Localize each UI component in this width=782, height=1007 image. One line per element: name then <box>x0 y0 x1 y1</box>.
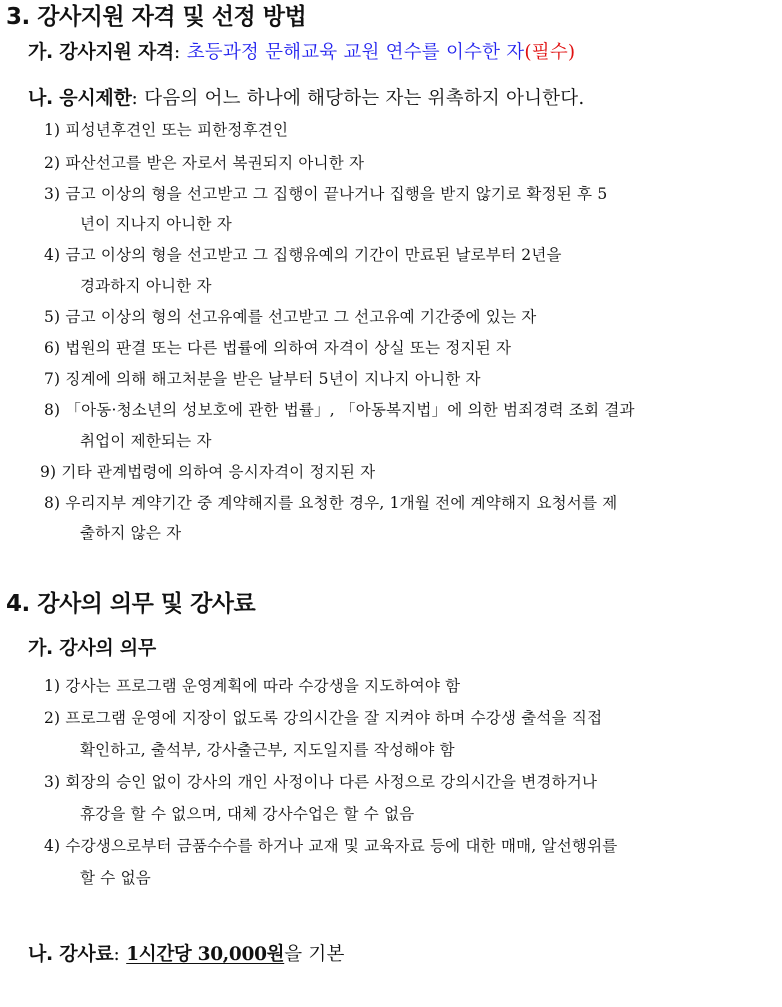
restriction-item-10-cont: 출하지 않은 자 <box>80 524 182 542</box>
restriction-item-3-cont: 년이 지나지 아니한 자 <box>80 215 232 233</box>
duty-item-2-cont: 확인하고, 출석부, 강사출근부, 지도일지를 작성해야 함 <box>80 741 455 759</box>
fee-rest: 을 기본 <box>284 944 345 965</box>
restriction-item-4: 4) 금고 이상의 형을 선고받고 그 집행유예의 기간이 만료된 날로부터 2년을 <box>44 246 562 264</box>
duty-item-2: 2) 프로그램 운영에 지장이 없도록 강의시간을 잘 지켜야 하며 수강생 출석을 직접 <box>44 709 603 727</box>
restriction-item-8-cont: 취업이 제한되는 자 <box>80 432 212 450</box>
fee-row <box>28 939 345 966</box>
duty-item-3: 3) 회장의 승인 없이 강사의 개인 사정이나 다른 사정으로 강의시간을 변경하거나 <box>44 773 598 791</box>
restriction-item-3: 3) 금고 이상의 형을 선고받고 그 집행이 끝나거나 집행을 받지 않기로 확정된 후 5 <box>44 185 608 203</box>
restriction-item-1: 1) 피성년후견인 또는 피한정후견인 <box>44 121 289 139</box>
fee-label: 나. 강사료 <box>28 943 114 965</box>
restriction-item-2: 2) 파산선고를 받은 자로서 복권되지 아니한 자 <box>44 154 365 172</box>
restriction-item-4-cont: 경과하지 아니한 자 <box>80 277 212 295</box>
fee-colon: : <box>113 944 120 965</box>
qualification-row <box>28 37 575 64</box>
duty-item-4: 4) 수강생으로부터 금품수수를 하거나 교재 및 교육자료 등에 대한 매매, 알선행위를 <box>44 837 618 855</box>
duty-item-4-cont: 할 수 없음 <box>80 869 151 887</box>
restriction-label: 나. 응시제한 <box>28 87 132 109</box>
qualification-required: (필수) <box>524 42 576 63</box>
restriction-item-10: 8) 우리지부 계약기간 중 계약해지를 요청한 경우, 1개월 전에 계약해지 요청서를 제 <box>44 494 618 512</box>
restriction-item-8: 8) 「아동·청소년의 성보호에 관한 법률」, 「아동복지법」에 의한 범죄경력 조회 결과 <box>44 401 635 419</box>
restriction-item-9: 9) 기타 관계법령에 의하여 응시자격이 정지된 자 <box>40 463 376 481</box>
duty-item-3-cont: 휴강을 할 수 없으며, 대체 강사수업은 할 수 없음 <box>80 805 415 823</box>
qualification-colon: : <box>173 42 181 63</box>
restriction-text: 다음의 어느 하나에 해당하는 자는 위촉하지 아니한다. <box>144 88 585 109</box>
restriction-item-5: 5) 금고 이상의 형의 선고유예를 선고받고 그 선고유예 기간중에 있는 자 <box>44 308 537 326</box>
qualification-text: 초등과정 문해교육 교원 연수를 이수한 자 <box>186 42 525 63</box>
restriction-colon: : <box>131 88 138 109</box>
section-3-title: 3. 강사지원 자격 및 선정 방법 <box>6 4 307 30</box>
restriction-item-6: 6) 법원의 판결 또는 다른 법률에 의하여 자격이 상실 또는 정지된 자 <box>44 339 512 357</box>
duty-item-1: 1) 강사는 프로그램 운영계획에 따라 수강생을 지도하여야 함 <box>44 677 461 695</box>
fee-amount: 1시간당 30,000원 <box>126 944 285 965</box>
restriction-row <box>28 83 584 110</box>
qualification-label: 가. 강사지원 자격 <box>28 41 174 63</box>
duties-label: 가. 강사의 의무 <box>28 637 156 659</box>
section-4-title: 4. 강사의 의무 및 강사료 <box>6 591 256 617</box>
restriction-item-7: 7) 징계에 의해 해고처분을 받은 날부터 5년이 지나지 아니한 자 <box>44 370 481 388</box>
